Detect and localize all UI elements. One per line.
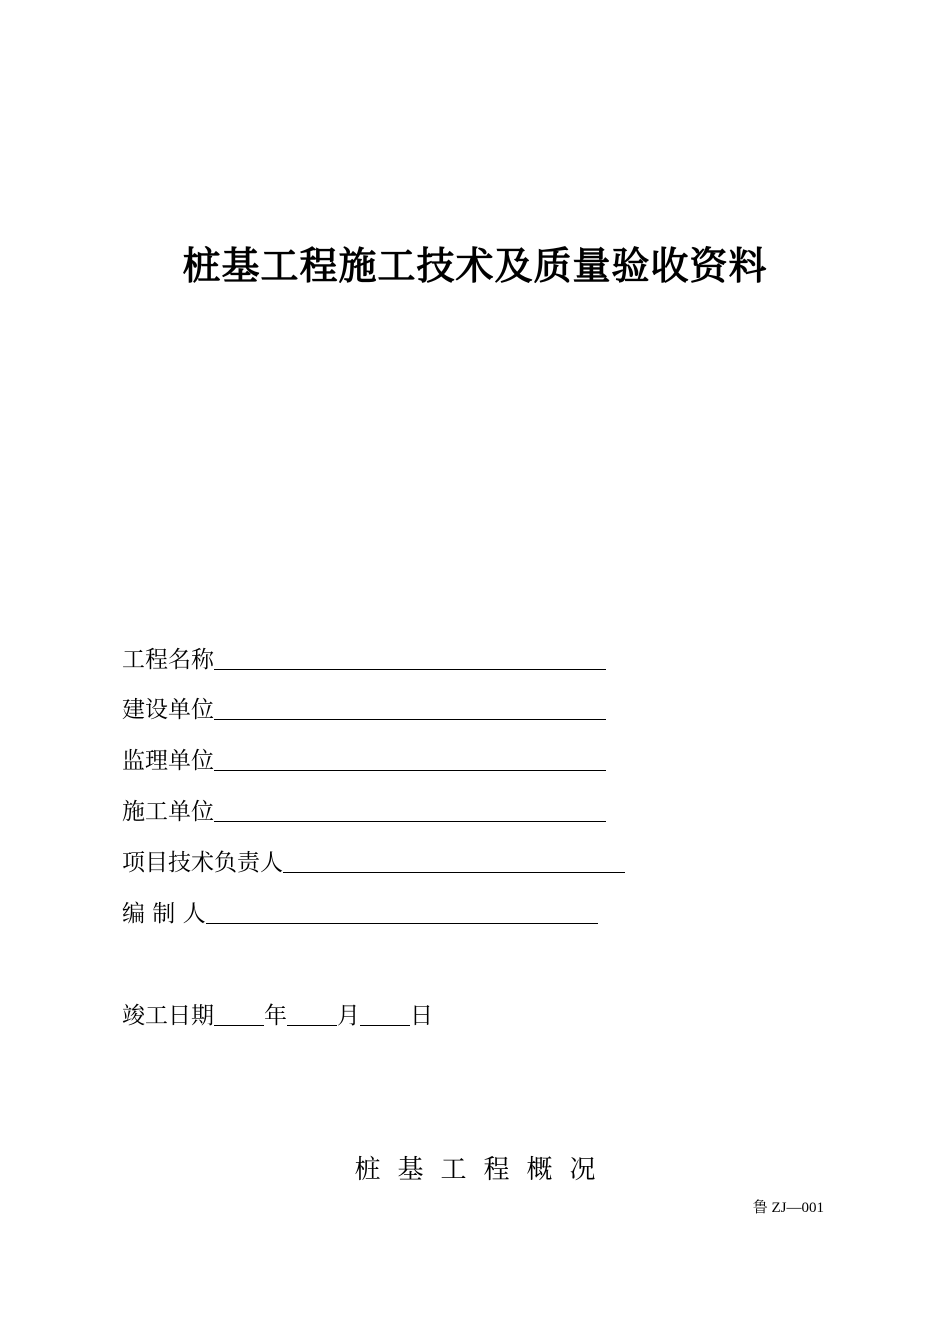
field-label: 编 制 人 <box>122 901 206 927</box>
document-title: 桩基工程施工技术及质量验收资料 <box>182 243 768 288</box>
month-blank[interactable] <box>287 1003 337 1026</box>
completion-date-label: 竣工日期 <box>122 1003 214 1029</box>
year-unit: 年 <box>264 1003 287 1029</box>
field-supervision-unit <box>122 745 606 777</box>
field-label: 监理单位 <box>122 748 214 774</box>
fill-in-line[interactable] <box>214 799 606 822</box>
day-blank[interactable] <box>360 1003 410 1026</box>
field-technical-lead <box>122 847 625 879</box>
day-unit: 日 <box>410 1003 433 1029</box>
fill-in-line[interactable] <box>206 901 598 924</box>
field-construction-unit <box>122 694 606 726</box>
fill-in-line[interactable] <box>214 647 606 670</box>
field-contractor-unit <box>122 796 606 828</box>
fill-in-line[interactable] <box>283 850 625 873</box>
field-label: 施工单位 <box>122 799 214 825</box>
completion-date <box>122 1000 433 1032</box>
field-label: 建设单位 <box>122 697 214 723</box>
field-compiler <box>122 898 598 930</box>
fill-in-line[interactable] <box>214 697 606 720</box>
fill-in-line[interactable] <box>214 748 606 771</box>
field-project-name <box>122 644 606 676</box>
form-code: 鲁 ZJ—001 <box>752 1200 824 1216</box>
field-label: 项目技术负责人 <box>122 850 283 876</box>
month-unit: 月 <box>337 1003 360 1029</box>
year-blank[interactable] <box>214 1003 264 1026</box>
field-label: 工程名称 <box>122 647 214 673</box>
section-title: 桩基工程概况 <box>354 1155 613 1185</box>
